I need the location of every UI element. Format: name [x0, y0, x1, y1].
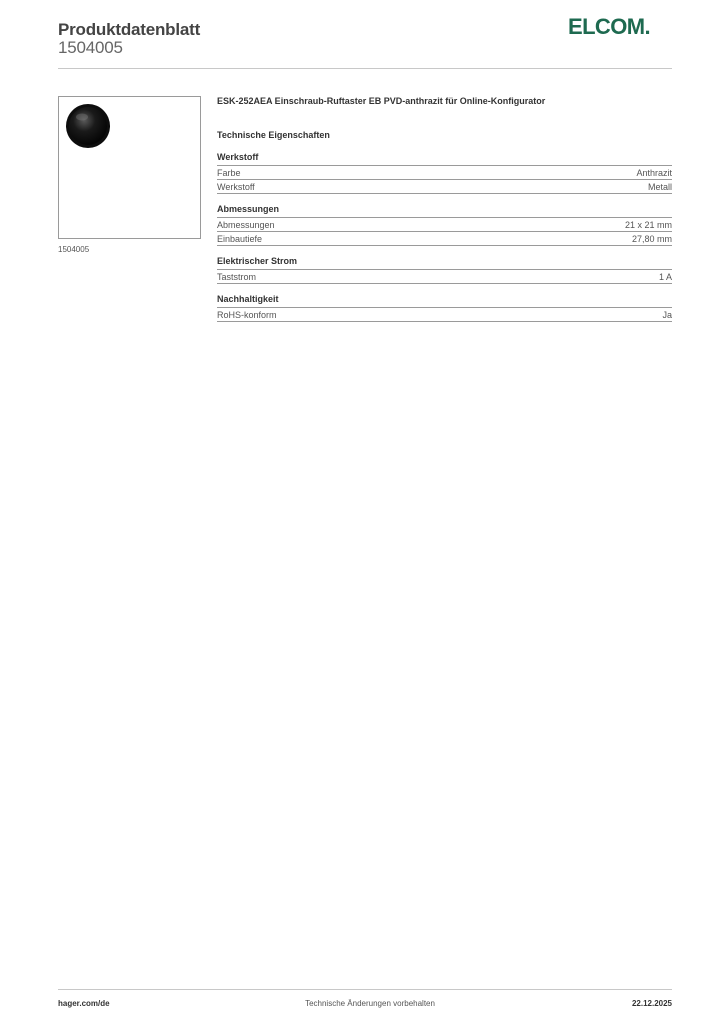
spec-group-abmessungen: [217, 204, 672, 246]
spec-label: Farbe: [217, 168, 241, 178]
footer-date: 22.12.2025: [631, 999, 672, 1008]
round-push-button-icon: [63, 101, 113, 151]
product-image: [58, 96, 201, 239]
spec-group-title: Werkstoff: [217, 152, 672, 166]
spec-value: 21 x 21 mm: [624, 220, 672, 230]
specification-content: [217, 96, 672, 322]
spec-group-nachhaltigkeit: [217, 294, 672, 322]
spec-label: Taststrom: [217, 272, 257, 282]
image-caption: 1504005: [58, 245, 90, 254]
spec-group-elektrischer-strom: [217, 256, 672, 284]
section-title: Technische Eigenschaften: [217, 130, 330, 140]
header-divider: [58, 68, 672, 69]
spec-group-title: Abmessungen: [217, 204, 672, 218]
spec-label: Einbautiefe: [217, 234, 263, 244]
spec-value: Metall: [647, 182, 672, 192]
spec-group-title: Nachhaltigkeit: [217, 294, 672, 308]
article-number: 1504005: [58, 38, 123, 57]
spec-row: [217, 270, 672, 284]
spec-label: Abmessungen: [217, 220, 275, 230]
spec-value: 27,80 mm: [631, 234, 672, 244]
footer-website-link[interactable]: hager.com/de: [58, 999, 110, 1008]
spec-label: RoHS-konform: [217, 310, 277, 320]
spec-row: [217, 166, 672, 180]
spec-label: Werkstoff: [217, 182, 255, 192]
spec-group-werkstoff: [217, 152, 672, 194]
spec-value: 1 A: [658, 272, 672, 282]
product-title: ESK-252AEA Einschraub-Ruftaster EB PVD-anthrazit für Online-Konfigurator: [217, 96, 546, 106]
footer-divider: [58, 989, 672, 990]
spec-row: [217, 180, 672, 194]
footer-notice: Technische Änderungen vorbehalten: [305, 999, 435, 1008]
spec-row: [217, 308, 672, 322]
spec-value: Anthrazit: [636, 168, 672, 178]
spec-row: [217, 218, 672, 232]
spec-value: Ja: [662, 310, 672, 320]
spec-row: [217, 232, 672, 246]
elcom-logo: ELCOM.: [568, 14, 650, 39]
spec-group-title: Elektrischer Strom: [217, 256, 672, 270]
page-title: Produktdatenblatt: [58, 20, 201, 39]
